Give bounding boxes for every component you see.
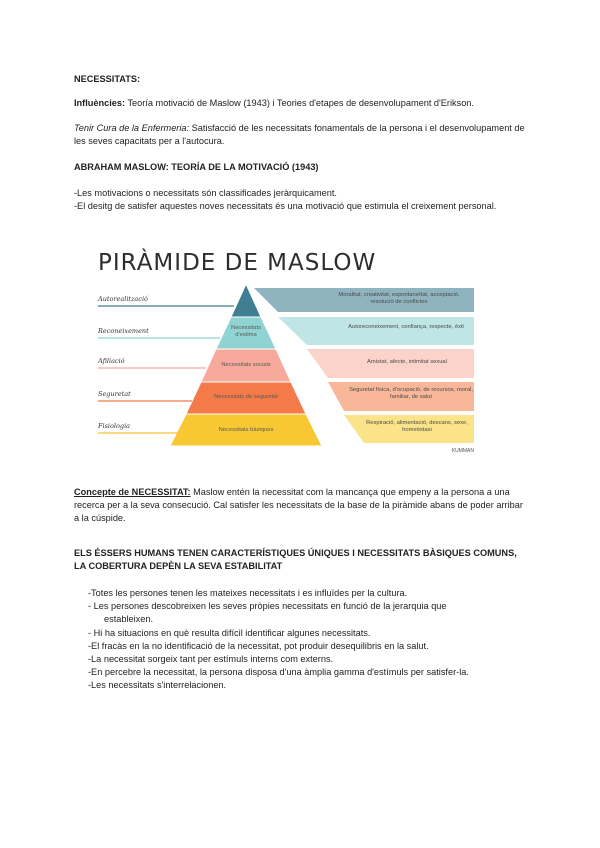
maslow-heading: ABRAHAM MASLOW: TEORÍA DE LA MOTIVACIÓ (1943) (74, 162, 319, 172)
section-heading: NECESSITATS: (74, 74, 141, 84)
band-text-3: Necessitats socials (221, 362, 271, 368)
desc-text-1: Moralitat, creativitat, espontaneïtat, acceptació, resolució de conflictes (338, 292, 460, 305)
pyramid-title: PIRÀMIDE DE MASLOW (98, 250, 377, 276)
influences-label: Influències: (74, 98, 126, 108)
level-label-2: Reconeixement (98, 327, 149, 335)
level-label-3: Afiliació (98, 357, 125, 365)
list-item: -En percebre la necessitat, la persona disposa d'una àmplia gamma d'estímuls per satisfer-la. (88, 667, 469, 678)
influences-text: Teoría motivació de Maslow (1943) i Teories d'etapes de desenvolupament d'Erikson. (125, 98, 474, 108)
concept-paragraph (74, 486, 529, 525)
definition-text: Satisfacció de les necessitats fonamentals de la persona i el desenvolupament de les seves capacitats per a l'autocura. (74, 123, 525, 146)
list-item: -La necessitat sorgeix tant per estímuls interns com externs. (88, 654, 334, 665)
influences-paragraph (74, 97, 529, 110)
concept-label: Concepte de NECESSITAT: (74, 487, 191, 497)
concept-text: Maslow entén la necessitat com la mancança que empeny a la persona a una recerca per a la seva consecució. Cal satisfer les necessitats de la base de la piràmide abans de poder arribar a la cúspide. (74, 487, 523, 523)
list-item: - Les persones descobreixen les seves pròpies necessitats en funció de la jerarquia que (88, 601, 447, 612)
list-item: estableixen. (104, 614, 154, 625)
desc-text-2: Autoreconeixement, confiança, respecte, èxit (348, 324, 464, 330)
desc-text-4: Seguretat física, d'ocupació, de recursos, moral, familiar, de salut (349, 387, 473, 400)
maslow-point-2: -El desitg de satisfer aquestes noves necessitats és una motivació que estimula el creixement personal. (74, 201, 497, 211)
desc-text-5: Respiració, alimentació, descans, sexe, homeòstasi (366, 420, 468, 433)
band-text-4: Necessitats de seguretat (214, 394, 278, 400)
list-item: - Hi ha situacions en què resulta difícil identificar algunes necessitats. (88, 627, 371, 638)
maslow-point-1: -Les motivacions o necessitats són classificades jeràrquicament. (74, 188, 337, 198)
definition-paragraph (74, 122, 529, 148)
figure-credit: KUMMAN (451, 448, 474, 454)
definition-label: Tenir Cura de la Enfermeria: (74, 123, 190, 133)
list-item: -Totes les persones tenen les mateixes necessitats i es influïdes per la cultura. (88, 588, 408, 598)
humans-heading: ELS ÉSSERS HUMANS TENEN CARACTERÍSTIQUES ÚNIQUES I NECESSITATS BÀSIQUES COMUNS, LA COBERTURA DEPÈN LA SEVA ESTABILITAT (74, 548, 517, 571)
maslow-pyramid-figure (96, 250, 482, 458)
list-item: -Les necessitats s'interrelacionen. (88, 680, 227, 691)
band-text-5: Necessitats bàsiques (218, 427, 274, 433)
band-text-2: Necessitats d'estima (231, 325, 261, 338)
desc-band-2 (278, 317, 474, 345)
humans-points-list (88, 587, 528, 693)
level-label-5: Fisiologia (98, 422, 131, 430)
list-item: -El fracàs en la no identificació de la necessitat, pot produir desequilibris en la salut. (88, 640, 429, 651)
level-label-4: Seguretat (98, 390, 131, 398)
desc-text-3: Amistat, afecte, intimitat sexual (367, 359, 447, 365)
level-label-1: Autorealització (98, 295, 148, 303)
